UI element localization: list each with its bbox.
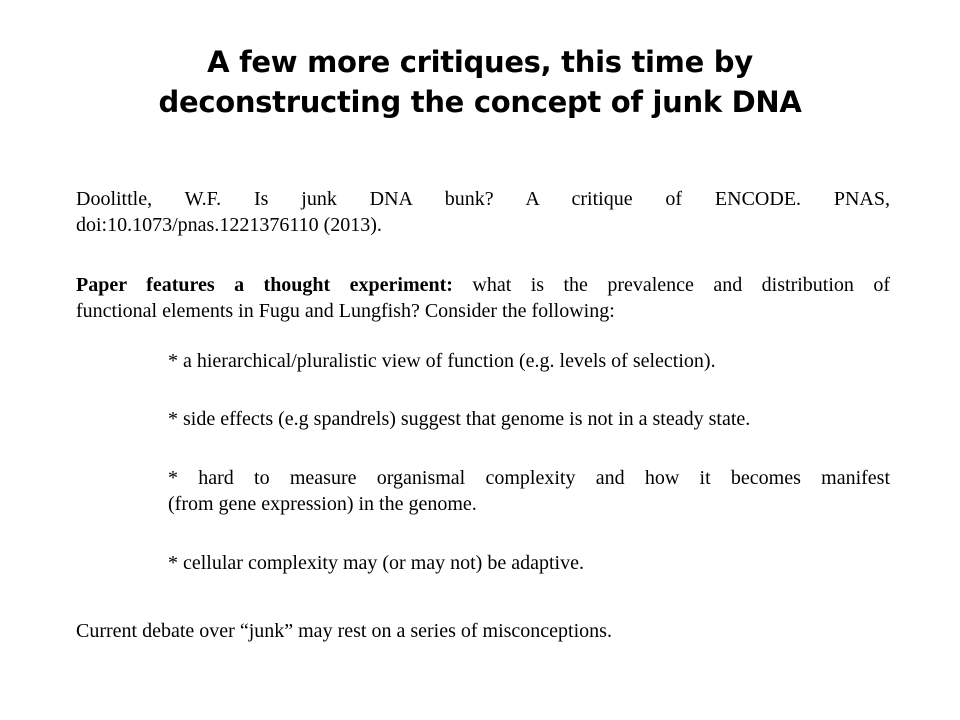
bullet-line: * side effects (e.g spandrels) suggest that genome is not in a steady state. bbox=[168, 408, 751, 430]
bullet-line: * hard to measure organismal complexity and how it becomes manifest bbox=[168, 467, 890, 489]
thought-experiment-line-1 bbox=[76, 272, 890, 298]
thought-experiment-paragraph bbox=[76, 272, 890, 324]
bullet-item bbox=[168, 406, 890, 432]
thought-experiment-lead: Paper features a thought experiment: bbox=[76, 274, 453, 296]
bullet-line: * a hierarchical/pluralistic view of function (e.g. levels of selection). bbox=[168, 350, 716, 372]
citation-line-1: Doolittle, W.F. Is junk DNA bunk? A critique of ENCODE. PNAS, bbox=[76, 188, 890, 210]
slide-title-line-2: deconstructing the concept of junk DNA bbox=[158, 85, 802, 119]
citation-line-2: doi:10.1073/pnas.1221376110 (2013). bbox=[76, 214, 382, 236]
conclusion-line: Current debate over “junk” may rest on a series of misconceptions. bbox=[76, 620, 612, 642]
bullet-line: (from gene expression) in the genome. bbox=[168, 493, 477, 515]
bullet-item bbox=[168, 550, 890, 576]
bullet-item bbox=[168, 465, 890, 517]
bullet-line: * cellular complexity may (or may not) be adaptive. bbox=[168, 552, 584, 574]
thought-experiment-line-1-rest: what is the prevalence and distribution of bbox=[452, 274, 891, 296]
slide-title-line-1: A few more critiques, this time by bbox=[207, 45, 753, 79]
thought-experiment-line-2: functional elements in Fugu and Lungfish? Consider the following: bbox=[76, 300, 615, 322]
conclusion-paragraph bbox=[76, 618, 890, 644]
bullet-item bbox=[168, 348, 890, 374]
citation-paragraph bbox=[76, 186, 890, 238]
slide-title bbox=[60, 42, 900, 122]
